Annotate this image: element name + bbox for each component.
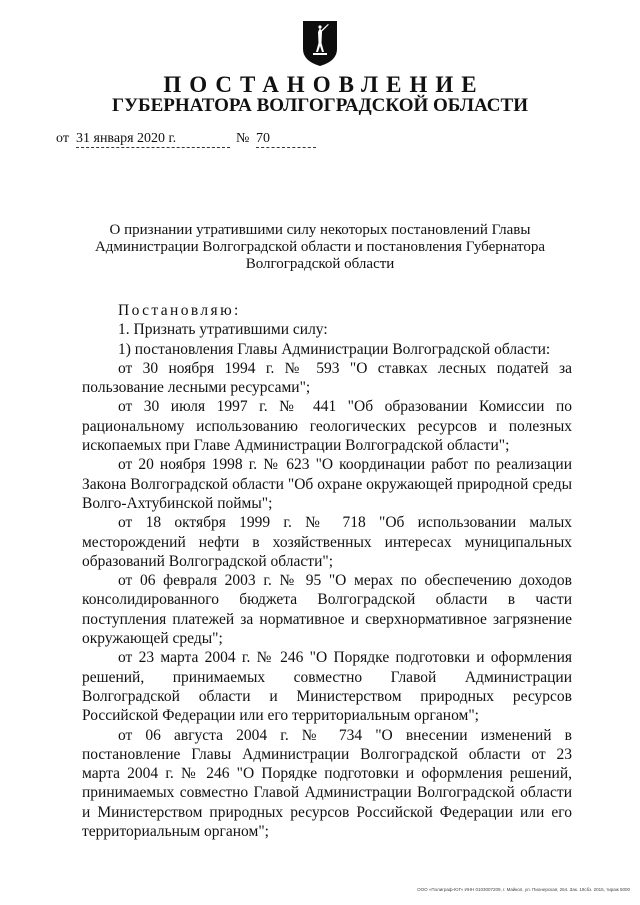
body-paragraph: от 30 июля 1997 г. № 441 "Об образовании Комиссии по рациональному использованию геологических ресурсов и полезных ископаемых при Главе Администрации Волгоградской области"; xyxy=(82,398,572,455)
document-subject: О признании утратившими силу некоторых постановлений Главы Администрации Волгоградской области и постановления Губернатора Волгоградской области xyxy=(94,222,546,272)
body-paragraph: от 20 ноября 1998 г. № 623 "О координации работ по реализации Закона Волгоградской области "Об охране окружающей природной среды Волго-Ахтубинской поймы"; xyxy=(82,456,572,512)
body-paragraph: 1. Признать утратившими силу: xyxy=(118,321,328,339)
body-paragraph: 1) постановления Главы Администрации Волгоградской области: xyxy=(118,340,551,358)
date-label: от xyxy=(56,131,69,146)
coat-of-arms-icon xyxy=(301,19,339,67)
body-paragraph: от 06 августа 2004 г. № 734 "О внесении изменений в постановление Главы Администрации Волгоградской области от 23 марта 2004 г. № 246 "О Порядке подготовки и оформления решений, принимаемых совместно Главой Администрации Волгоградской области и Министерством природных ресурсов Российской Федерации или его территориальным органом"; xyxy=(82,726,572,841)
print-imprint: ООО «Полиграф-ЮГ» ИНН 0103007209, г. Майкоп, ул. Пионерская, 264. Зак. 19сбз. 2015, тираж 5000 xyxy=(417,887,630,892)
document-issuer: ГУБЕРНАТОРА ВОЛГОГРАДСКОЙ ОБЛАСТИ xyxy=(112,95,528,116)
document-title: ПОСТАНОВЛЕНИЕ xyxy=(163,72,485,97)
body-paragraph: Постановляю: xyxy=(118,302,241,319)
body-paragraph: от 23 марта 2004 г. № 246 "О Порядке подготовки и оформления решений, принимаемых совместно Главой Администрации Волгоградской области и Министерством природных ресурсов Российской Федерации или его территориальным органом"; xyxy=(82,649,572,725)
document-body xyxy=(82,301,572,841)
document-number: 70 xyxy=(256,131,316,148)
body-paragraph: от 18 октября 1999 г. № 718 "Об использовании малых месторождений нефти в хозяйственных интересах муниципальных образований Волгоградской области"; xyxy=(82,514,572,570)
number-label: № xyxy=(236,131,250,146)
body-paragraph: от 30 ноября 1994 г. № 593 "О ставках лесных податей за пользование лесными ресурсами"; xyxy=(82,359,572,397)
document-date: 31 января 2020 г. xyxy=(76,131,230,148)
body-paragraph: от 06 февраля 2003 г. № 95 "О мерах по обеспечению доходов консолидированного бюджета Волгоградской области в части поступления платежей за нормативное и сверхнормативное загрязнение окружающей среды"; xyxy=(82,572,572,648)
